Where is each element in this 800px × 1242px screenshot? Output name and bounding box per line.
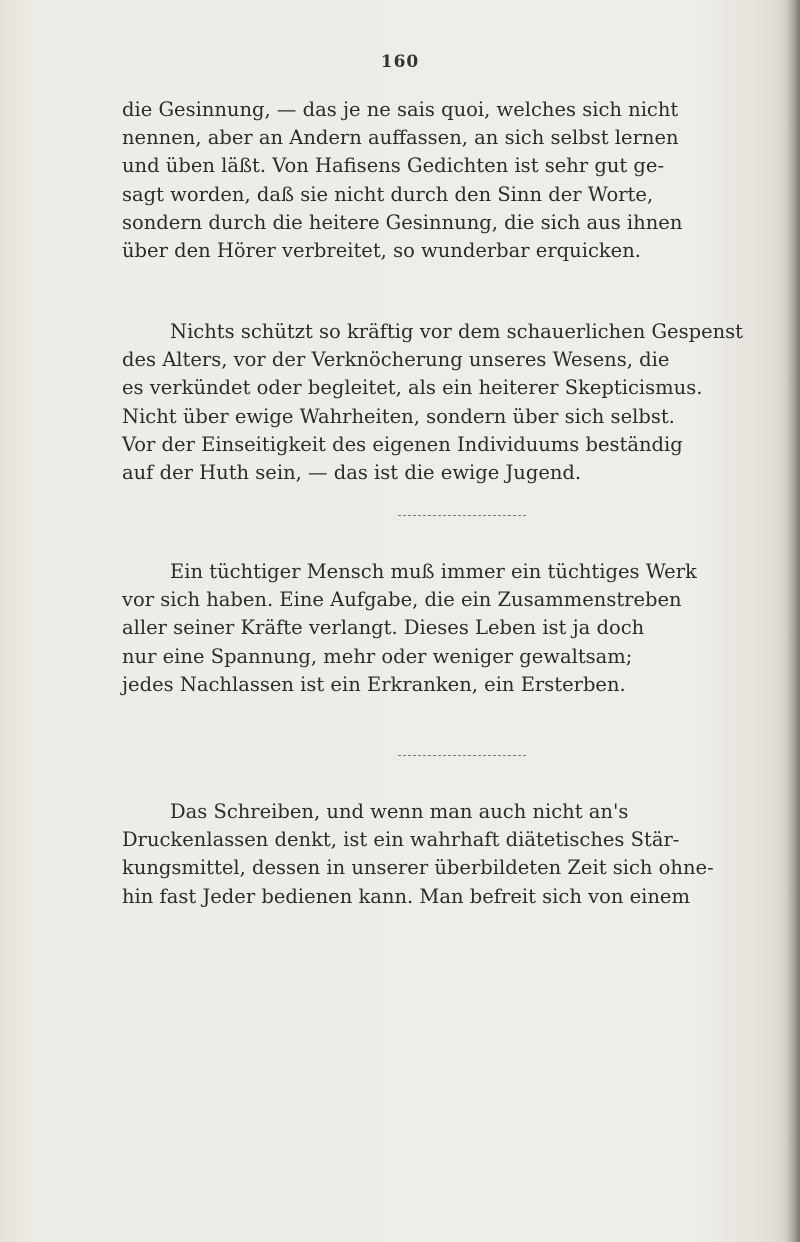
text-line: Das Schreiben, und wenn man auch nicht an's [170, 800, 629, 823]
text-line: Druckenlassen denkt, ist ein wahrhaft diätetisches Stär- [122, 828, 680, 852]
text-line: kungsmittel, dessen in unserer überbildeten Zeit sich ohne- [122, 856, 714, 880]
text-line: es verkündet oder begleitet, als ein heiterer Skepticismus. [122, 376, 703, 400]
text-line: über den Hörer verbreitet, so wunderbar erquicken. [122, 239, 641, 263]
text-line: Vor der Einseitigkeit des eigenen Individuums beständig [122, 432, 683, 456]
text-line: nennen, aber an Andern auffassen, an sich selbst lernen [122, 126, 679, 150]
text-line: Nicht über ewige Wahrheiten, sondern über sich selbst. [122, 404, 675, 428]
text-line: aller seiner Kräfte verlangt. Dieses Leben ist ja doch [122, 616, 645, 640]
text-line: die Gesinnung, — das je ne sais quoi, welches sich nicht [122, 98, 679, 121]
binding-shadow [786, 0, 800, 1242]
text-line: Nichts schützt so kräftig vor dem schauerlichen Gespenst [170, 320, 744, 343]
text-line: des Alters, vor der Verknöcherung unseres Wesens, die [122, 348, 670, 372]
text-line: hin fast Jeder bedienen kann. Man befreit sich von einem [122, 884, 690, 908]
page-number: 160 [380, 52, 420, 72]
text-line: jedes Nachlassen ist ein Erkranken, ein Ersterben. [122, 672, 626, 696]
paragraph-4 [122, 798, 714, 911]
paragraph-2 [122, 318, 744, 487]
section-divider [398, 755, 526, 756]
text-line: nur eine Spannung, mehr oder weniger gewaltsam; [122, 644, 633, 668]
paragraph-1 [122, 96, 683, 265]
section-divider [398, 515, 526, 516]
text-line: vor sich haben. Eine Aufgabe, die ein Zusammenstreben [122, 588, 682, 612]
paragraph-3 [122, 558, 697, 699]
text-line: sondern durch die heitere Gesinnung, die sich aus ihnen [122, 210, 683, 234]
text-line: sagt worden, daß sie nicht durch den Sinn der Worte, [122, 182, 654, 206]
text-line: Ein tüchtiger Mensch muß immer ein tüchtiges Werk [170, 560, 697, 583]
text-line: und üben läßt. Von Hafisens Gedichten ist sehr gut ge- [122, 154, 665, 178]
text-line: auf der Huth sein, — das ist die ewige Jugend. [122, 461, 582, 485]
